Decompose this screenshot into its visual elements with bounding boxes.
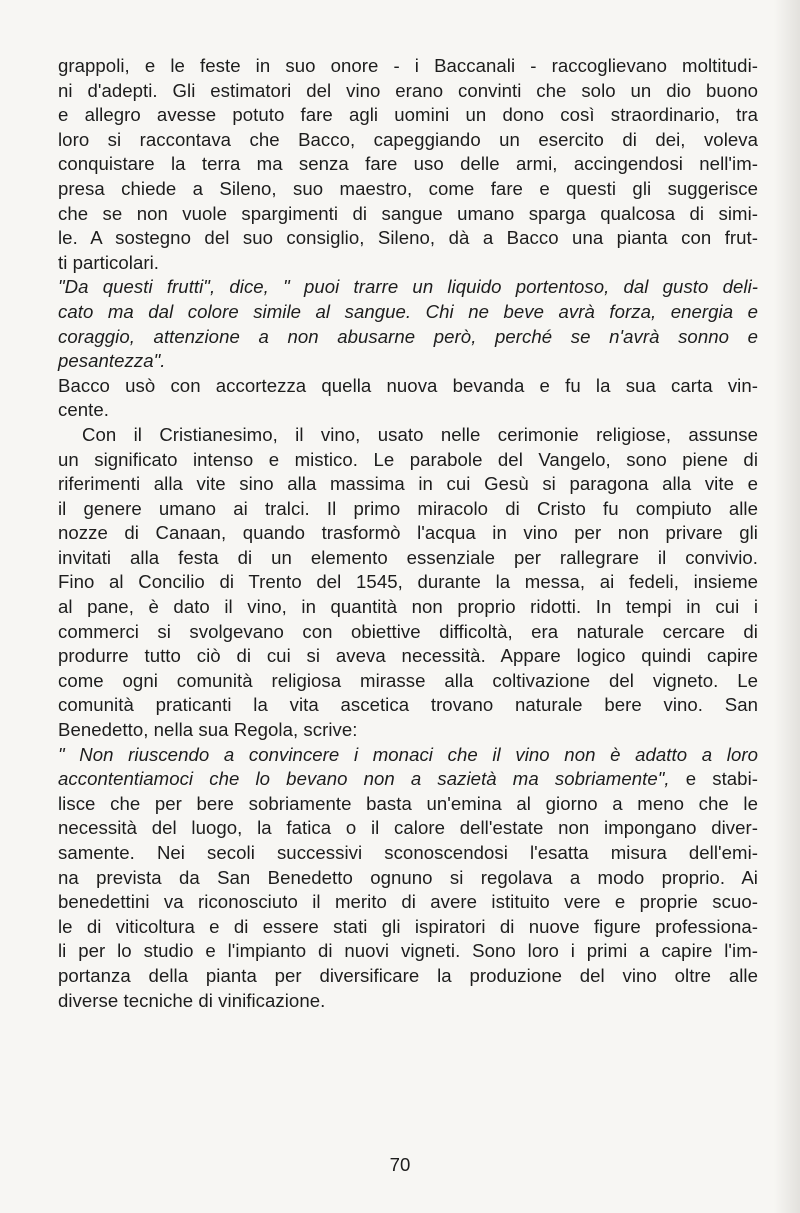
text-line: grappoli, e le feste in suo onore - i Baccanali - raccoglievano moltitudi-: [58, 55, 758, 76]
quote-line: " Non riuscendo a convincere i monaci che il vino non è adatto a loro: [58, 743, 758, 765]
mixed-line: [58, 767, 758, 792]
text-line: ti particolari.: [58, 251, 159, 273]
text-line: presa chiede a Sileno, suo maestro, come fare e questi gli suggerisce: [58, 177, 758, 199]
text-line: necessità del luogo, la fatica o il calore dell'estate non impongano diver-: [58, 817, 758, 839]
quote-line: "Da questi frutti", dice, " puoi trarre un liquido portentoso, dal gusto deli-: [58, 276, 758, 298]
text-line: lisce che per bere sobriamente basta un'emina al giorno a meno che le: [58, 792, 758, 814]
page-body: [58, 54, 758, 1013]
text-line: produrre tutto ciò di cui si aveva necessità. Appare logico quindi capire: [58, 645, 758, 667]
text-line: Fino al Concilio di Trento del 1545, durante la messa, ai fedeli, insieme: [58, 571, 758, 593]
text-line: li per lo studio e l'impianto di nuovi vigneti. Sono loro i primi a capire l'im-: [58, 940, 758, 962]
text-line: al pane, è dato il vino, in quantità non proprio ridotti. In tempi in cui i: [58, 596, 758, 618]
text-line: portanza della pianta per diversificare la produzione del vino oltre alle: [58, 964, 758, 986]
text-line: nozze di Canaan, quando trasformò l'acqua in vino per non privare gli: [58, 522, 758, 544]
text-line: come ogni comunità religiosa mirasse alla coltivazione del vigneto. Le: [58, 669, 758, 691]
text-line: Benedetto, nella sua Regola, scrive:: [58, 719, 358, 741]
text-line: le. A sostegno del suo consiglio, Sileno, dà a Bacco una pianta con frut-: [58, 227, 758, 249]
text-fragment: e stabi-: [669, 768, 758, 790]
page-edge-shadow: [774, 0, 800, 1213]
text-line: comunità praticanti la vita ascetica trovano naturale bere vino. San: [58, 694, 758, 716]
quote-line: cato ma dal colore simile al sangue. Chi ne beve avrà forza, energia e: [58, 300, 758, 322]
text-line: che se non vuole spargimenti di sangue umano sparga qualcosa di simi-: [58, 202, 758, 224]
text-line: le di viticoltura e di essere stati gli ispiratori di nuove figure professiona-: [58, 915, 758, 937]
text-line: un significato intenso e mistico. Le parabole del Vangelo, sono piene di: [58, 448, 758, 470]
paragraph-first-line: Con il Cristianesimo, il vino, usato nelle cerimonie religiose, assunse: [82, 423, 758, 445]
text-line: diverse tecniche di vinificazione.: [58, 989, 326, 1011]
page-number: 70: [389, 1154, 411, 1175]
text-line: e allegro avesse potuto fare agli uomini un dono così straordinario, tra: [58, 104, 758, 126]
text-line: il genere umano ai tralci. Il primo miracolo di Cristo fu compiuto alle: [58, 497, 758, 519]
text-line: benedettini va riconosciuto il merito di avere istituito vere e proprie scuo-: [58, 891, 758, 913]
text-line: invitati alla festa di un elemento essenziale per rallegrare il convivio.: [58, 546, 758, 568]
text-line: ni d'adepti. Gli estimatori del vino erano convinti che solo un dio buono: [58, 79, 758, 101]
text-line: na prevista da San Benedetto ognuno si regolava a modo proprio. Ai: [58, 866, 758, 888]
text-line: loro si raccontava che Bacco, capeggiando un esercito di dei, voleva: [58, 128, 758, 150]
text-line: commerci si svolgevano con obiettive difficoltà, era naturale cercare di: [58, 620, 758, 642]
text-line: samente. Nei secoli successivi sconoscendosi l'esatta misura dell'emi-: [58, 842, 758, 863]
quote-fragment: accontentiamoci che lo bevano non a sazietà ma sobriamente",: [58, 768, 670, 790]
text-line: cente.: [58, 399, 109, 421]
quote-line: coraggio, attenzione a non abusarne però, perché se n'avrà sonno e: [58, 325, 758, 347]
text-line: Bacco usò con accortezza quella nuova bevanda e fu la sua carta vin-: [58, 374, 758, 396]
text-line: riferimenti alla vite sino alla massima in cui Gesù si paragona alla vite e: [58, 473, 758, 495]
quote-line: pesantezza".: [58, 350, 166, 372]
text-line: conquistare la terra ma senza fare uso delle armi, accingendosi nell'im-: [58, 153, 758, 175]
